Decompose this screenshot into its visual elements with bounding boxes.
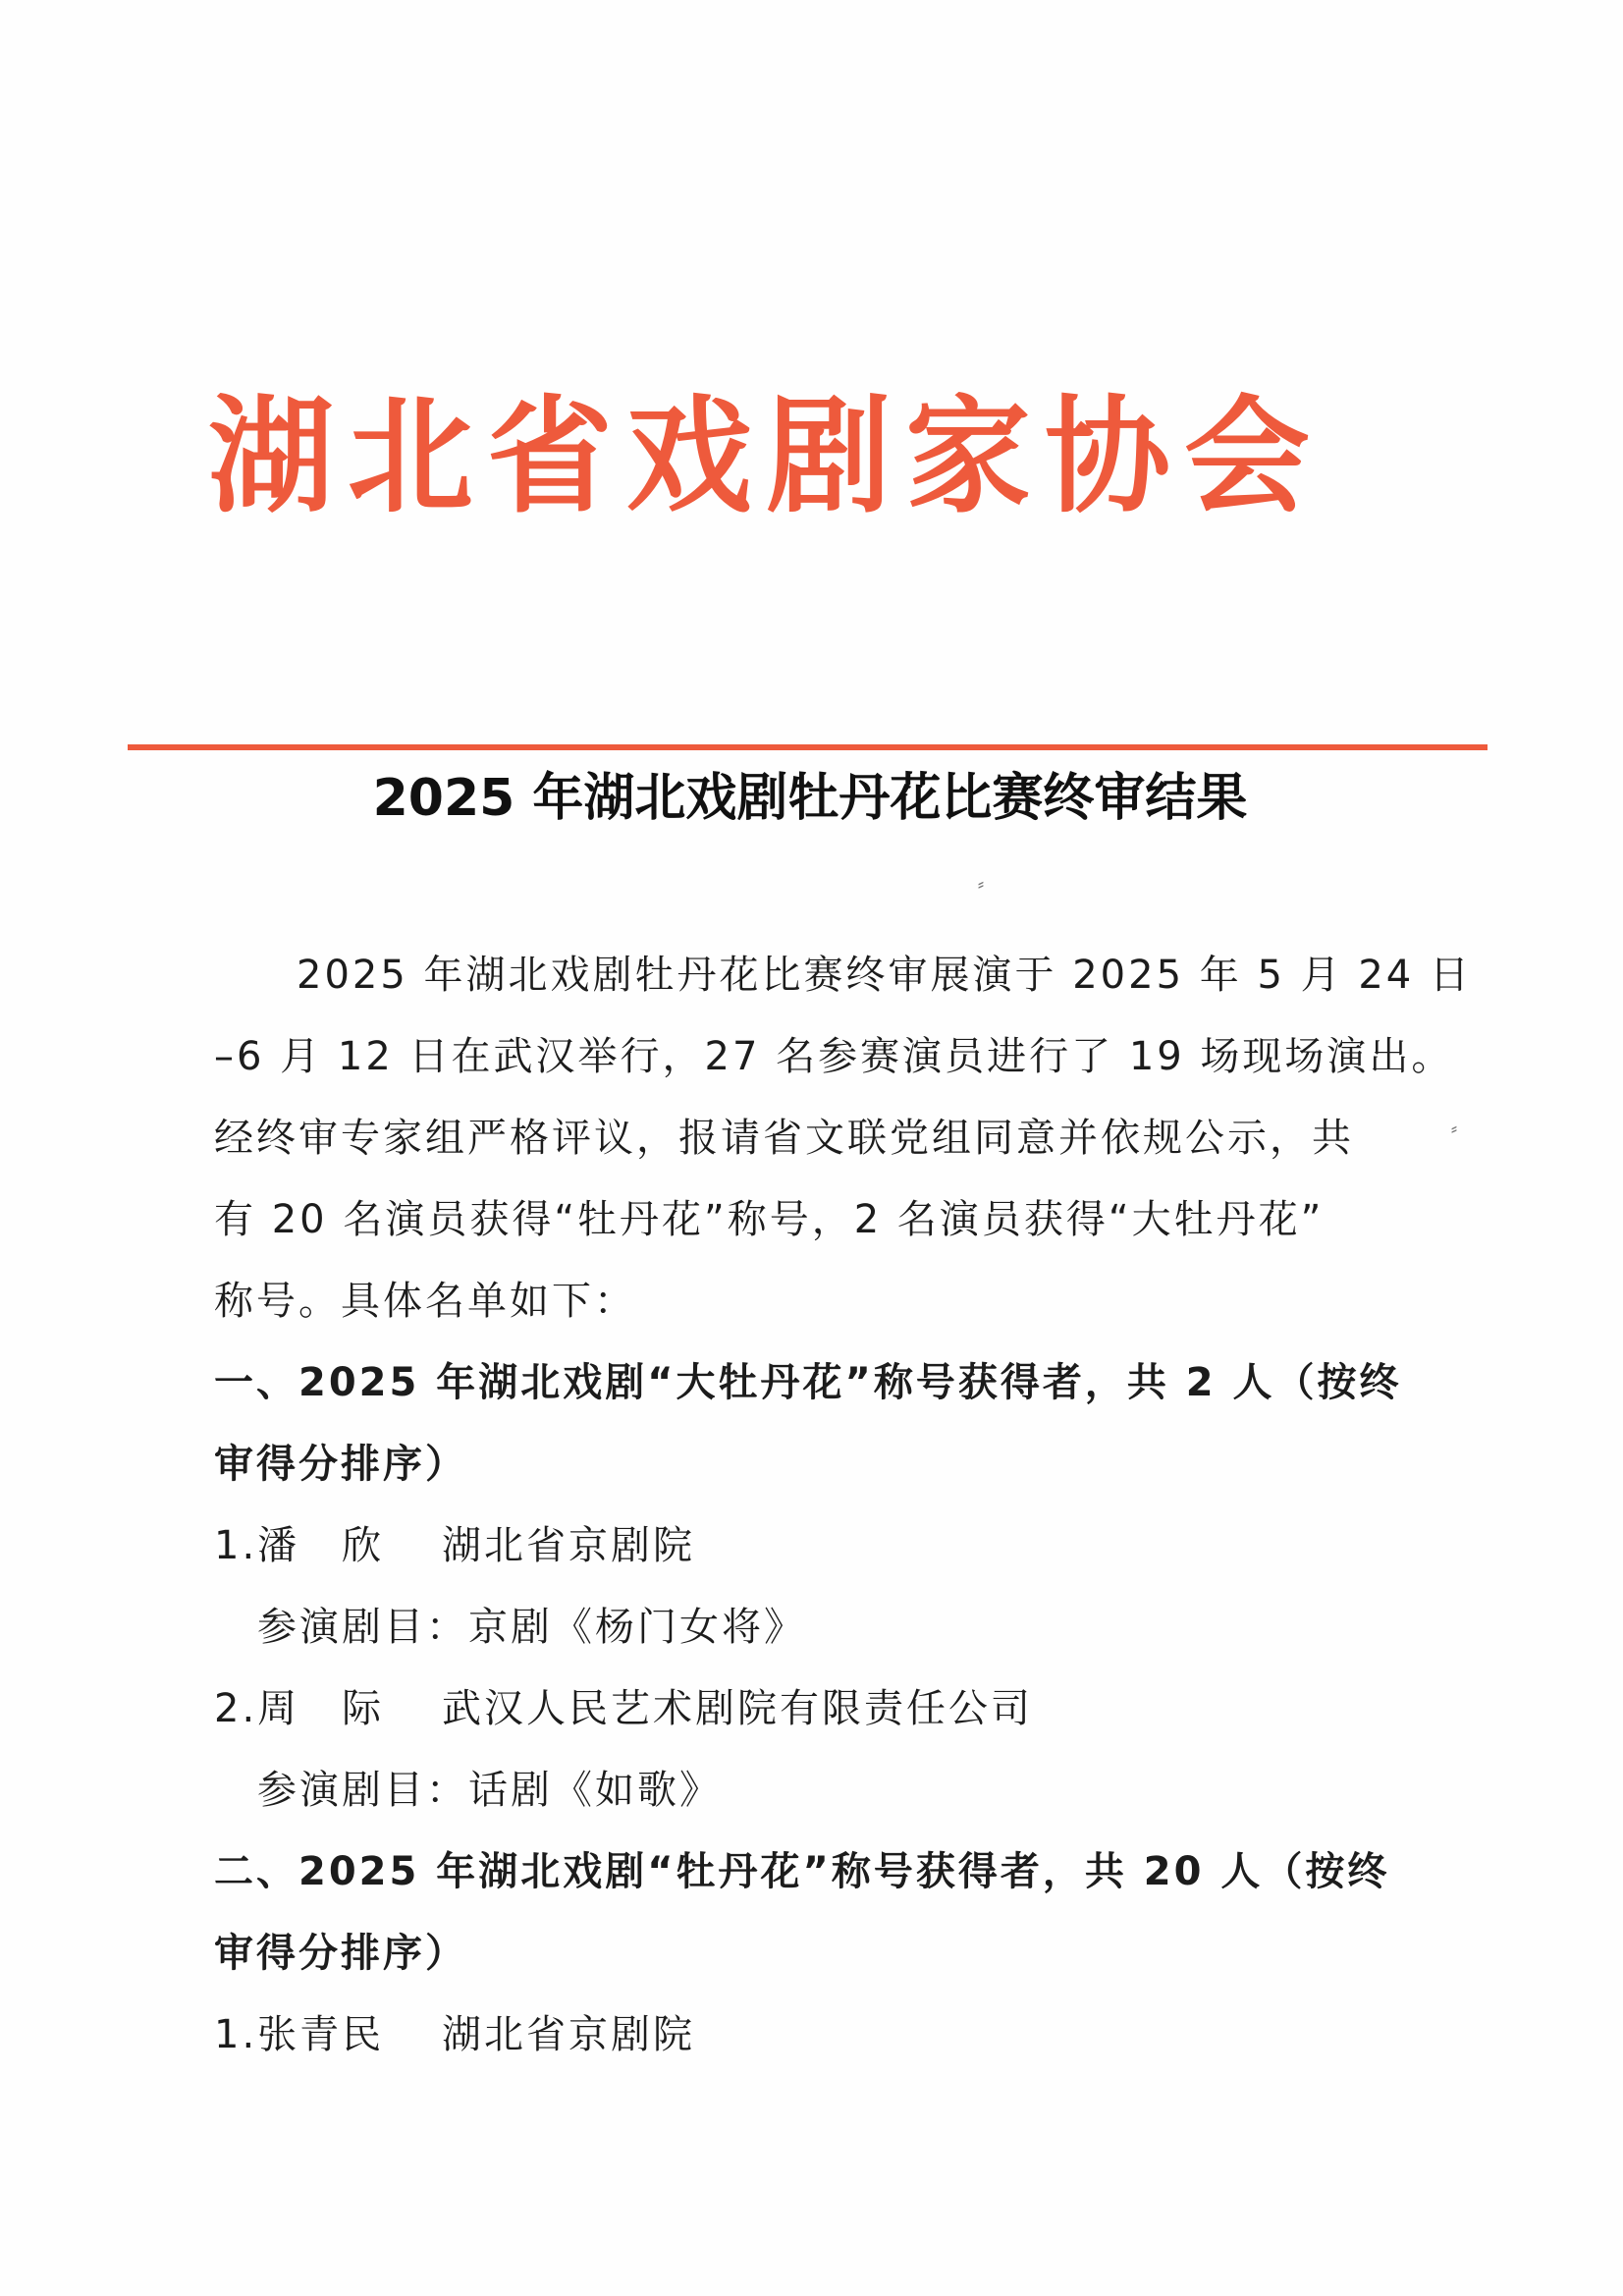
scan-speck: ⸗ <box>1451 1119 1457 1139</box>
awardee-play: 参演剧目：京剧《杨门女将》 <box>257 1605 806 1650</box>
red-divider-rule <box>128 744 1488 750</box>
intro-line: 2025 年湖北戏剧牡丹花比赛终审展演于 2025 年 5 月 24 日 <box>297 953 1472 998</box>
section-heading: 二、2025 年湖北戏剧“牡丹花”称号获得者，共 20 人（按终 <box>214 1849 1390 1894</box>
award-entry <box>214 1518 695 1573</box>
awardee-unit: 湖北省京剧院 <box>442 1523 695 1568</box>
award-entry <box>214 2007 695 2062</box>
section-heading: 审得分排序） <box>214 1442 467 1487</box>
awardee-name: 1.潘 欣 <box>214 1523 385 1568</box>
awardee-name: 2.周 际 <box>214 1686 385 1731</box>
section-heading: 审得分排序） <box>214 1931 467 1976</box>
intro-line: 经终审专家组严格评议，报请省文联党组同意并依规公示，共 <box>214 1116 1354 1161</box>
awardee-name: 1.张青民 <box>214 2012 385 2057</box>
section-heading: 一、2025 年湖北戏剧“大牡丹花”称号获得者，共 2 人（按终 <box>214 1360 1402 1405</box>
awardee-play: 参演剧目：话剧《如歌》 <box>257 1768 722 1813</box>
intro-line: –6 月 12 日在武汉举行，27 名参赛演员进行了 19 场现场演出。 <box>214 1034 1454 1079</box>
scan-speck: ⸗ <box>978 874 984 895</box>
document-title: 2025 年湖北戏剧牡丹花比赛终审结果 <box>372 769 1248 828</box>
award-entry <box>214 1681 1033 1736</box>
awardee-unit: 武汉人民艺术剧院有限责任公司 <box>442 1686 1033 1731</box>
awardee-unit: 湖北省京剧院 <box>442 2012 695 2057</box>
organization-letterhead: 湖北省戏剧家协会 <box>207 383 1324 530</box>
intro-line: 称号。具体名单如下： <box>214 1279 636 1324</box>
intro-line: 有 20 名演员获得“牡丹花”称号，2 名演员获得“大牡丹花” <box>214 1197 1325 1242</box>
